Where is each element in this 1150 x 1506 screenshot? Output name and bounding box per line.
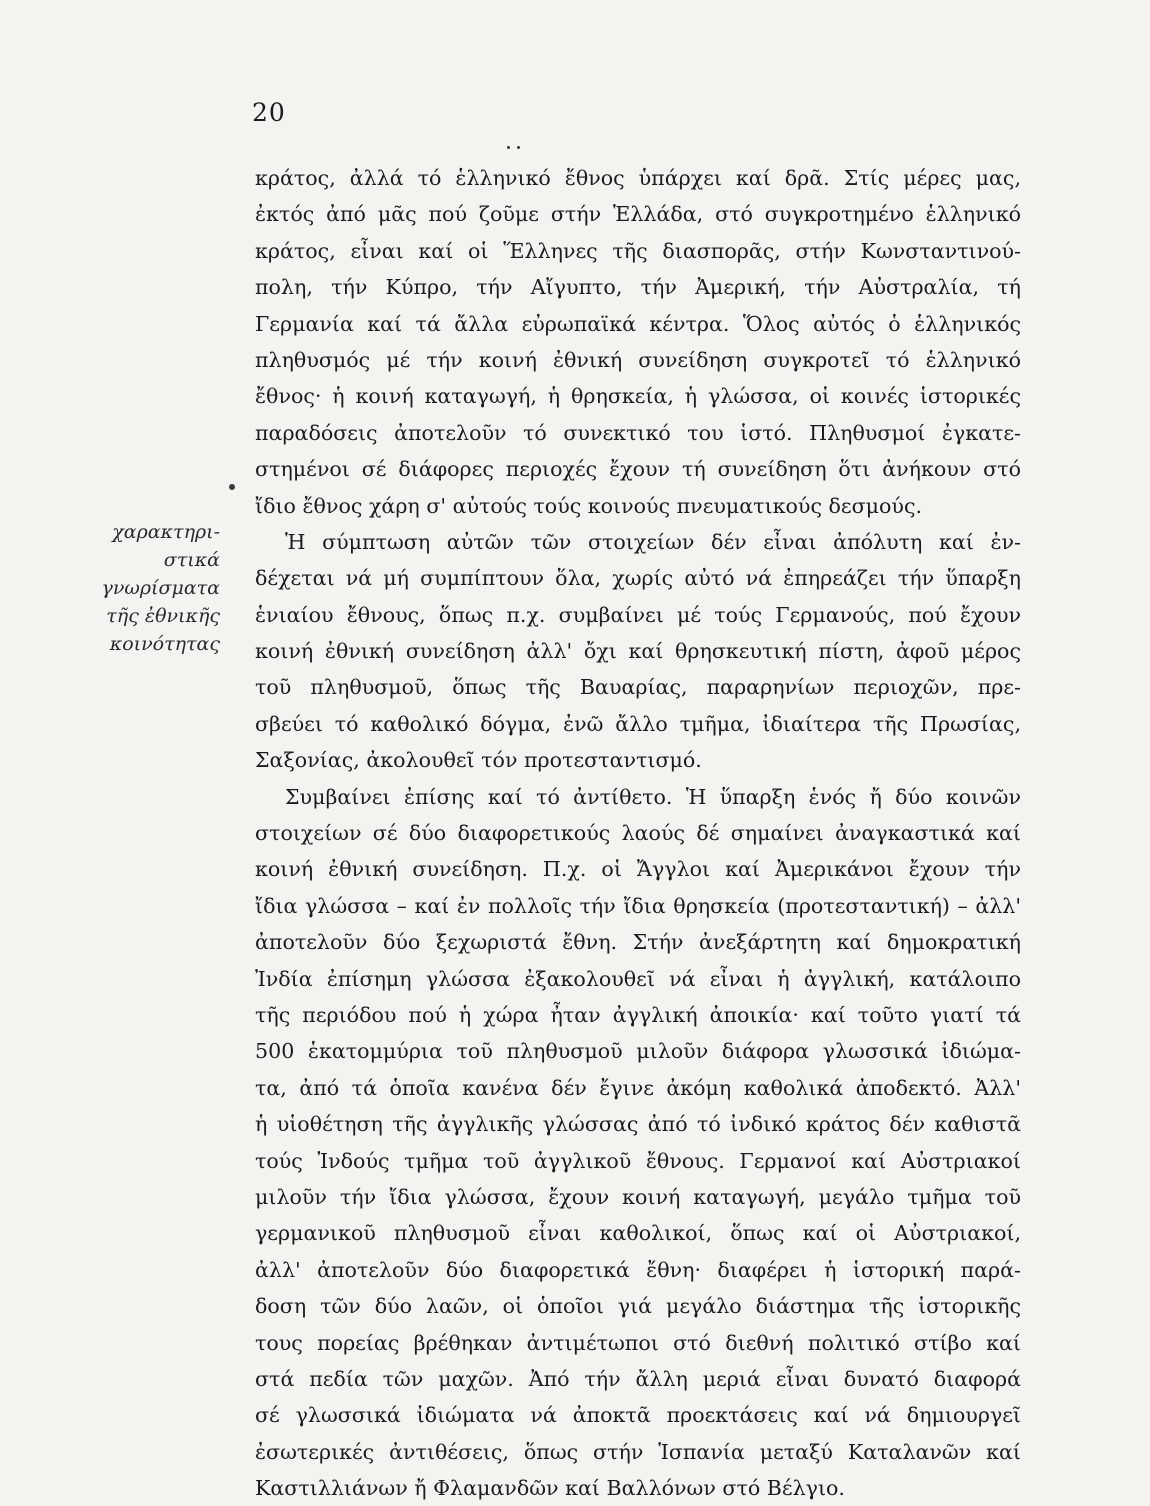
text-line: πληθυσμός μέ τήν κοινή ἐθνική συνείδηση συγκροτεῖ τό ἑλληνικό (255, 347, 1021, 372)
text-line: ἐκτός ἀπό μᾶς πού ζοῦμε στήν Ἑλλάδα, στό συγκροτημένο ἑλληνικό (255, 202, 1021, 227)
margin-note (80, 518, 220, 658)
text-line: γερμανικοῦ πληθυσμοῦ εἶναι καθολικοί, ὅπως καί οἱ Αὐστριακοί, (255, 1221, 1021, 1246)
text-line: τούς Ἰνδούς τμῆμα τοῦ ἀγγλικοῦ ἔθνους. Γερμανοί καί Αὐστριακοί (255, 1148, 1021, 1173)
text-line: ἔθνος· ἡ κοινή καταγωγή, ἡ θρησκεία, ἡ γλώσσα, οἱ κοινές ἱστορικές (255, 384, 1021, 409)
text-line: δοση τῶν δύο λαῶν, οἱ ὁποῖοι γιά μεγάλο διάστημα τῆς ἱστορικῆς (255, 1294, 1021, 1319)
text-line: κράτος, εἶναι καί οἱ Ἕλληνες τῆς διασπορᾶς, στήν Κωνσταντινού- (255, 238, 1021, 263)
text-line: κοινή ἐθνική συνείδηση ἀλλ' ὄχι καί θρησκευτική πίστη, ἀφοῦ μέρος (255, 639, 1021, 664)
margin-note-line: κοινότητας (109, 633, 220, 655)
text-line: Καστιλλιάνων ἤ Φλαμανδῶν καί Βαλλόνων στό Βέλγιο. (255, 1476, 845, 1501)
text-line: ἡ υἱοθέτηση τῆς ἀγγλικῆς γλώσσας ἀπό τό ἰνδικό κράτος δέν καθιστᾶ (255, 1112, 1021, 1137)
text-line: ἐσωτερικές ἀντιθέσεις, ὅπως στήν Ἱσπανία μεταξύ Καταλανῶν καί (255, 1439, 1021, 1464)
text-line: τους πορείας βρέθηκαν ἀντιμέτωποι στό διεθνή πολιτικό στίβο καί (255, 1330, 1021, 1355)
text-line: Ἰνδία ἐπίσημη γλώσσα ἐξακολουθεῖ νά εἶναι ἡ ἀγγλική, κατάλοιπο (255, 966, 1021, 991)
text-line: μιλοῦν τήν ἴδια γλώσσα, ἔχουν κοινή καταγωγή, μεγάλο τμῆμα τοῦ (255, 1184, 1021, 1209)
text-line: τα, ἀπό τά ὁποῖα κανένα δέν ἔγινε ἀκόμη καθολικά ἀποδεκτό. Ἀλλ' (255, 1075, 1021, 1100)
text-line: Συμβαίνει ἐπίσης καί τό ἀντίθετο. Ἡ ὕπαρξη ἑνός ἤ δύο κοινῶν (285, 784, 1021, 809)
page-number: 20 (252, 98, 286, 127)
print-speck (517, 146, 520, 149)
text-line: κράτος, ἀλλά τό ἑλληνικό ἔθνος ὑπάρχει καί δρᾶ. Στίς μέρες μας, (255, 166, 1021, 190)
text-line: στοιχείων σέ δύο διαφορετικούς λαούς δέ σημαίνει ἀναγκαστικά καί (255, 821, 1021, 846)
text-line: ἀλλ' ἀποτελοῦν δύο διαφορετικά ἔθνη· διαφέρει ἡ ἱστορική παρά- (255, 1257, 1021, 1282)
text-line: σβεύει τό καθολικό δόγμα, ἐνῶ ἄλλο τμῆμα, ἰδιαίτερα τῆς Πρωσίας, (255, 711, 1021, 736)
text-line: 500 ἑκατομμύρια τοῦ πληθυσμοῦ μιλοῦν διάφορα γλωσσικά ἰδιώμα- (255, 1039, 1021, 1064)
text-line: ἀποτελοῦν δύο ξεχωριστά ἔθνη. Στήν ἀνεξάρτητη καί δημοκρατική (255, 930, 1021, 955)
text-line: κοινή ἐθνική συνείδηση. Π.χ. οἱ Ἄγγλοι καί Ἀμερικάνοι ἔχουν τήν (255, 857, 1021, 882)
text-line: Ἡ σύμπτωση αὐτῶν τῶν στοιχείων δέν εἶναι ἀπόλυτη καί ἐν- (285, 529, 1021, 554)
text-line: τοῦ πληθυσμοῦ, ὅπως τῆς Βαυαρίας, παραρηνίων περιοχῶν, πρε- (255, 675, 1021, 700)
margin-note-line: χαρακτηρι- (112, 521, 220, 543)
print-speck (507, 146, 510, 149)
text-line: ἴδιο ἔθνος χάρη σ' αὐτούς τούς κοινούς πνευματικούς δεσμούς. (255, 493, 923, 518)
text-line: στημένοι σέ διάφορες περιοχές ἔχουν τή συνείδηση ὅτι ἀνήκουν στό (255, 457, 1021, 482)
margin-note-line: γνωρίσματα (101, 577, 220, 599)
text-line: ἑνιαίου ἔθνους, ὅπως π.χ. συμβαίνει μέ τούς Γερμανούς, πού ἔχουν (255, 602, 1021, 627)
text-line: Γερμανία καί τά ἄλλα εὐρωπαϊκά κέντρα. Ὅλος αὐτός ὁ ἑλληνικός (255, 311, 1021, 336)
text-line: σέ γλωσσικά ἰδιώματα νά ἀποκτᾶ προεκτάσεις καί νά δημιουργεῖ (255, 1403, 1021, 1428)
print-speck (229, 484, 235, 490)
margin-note-line: τῆς ἐθνικῆς (106, 605, 220, 627)
body-text (255, 160, 1021, 1506)
margin-note-line: στικά (163, 549, 220, 571)
text-line: παραδόσεις ἀποτελοῦν τό συνεκτικό του ἱστό. Πληθυσμοί ἐγκατε- (255, 420, 1021, 445)
text-line: δέχεται νά μή συμπίπτουν ὅλα, χωρίς αὐτό νά ἐπηρεάζει τήν ὕπαρξη (255, 566, 1021, 591)
text-line: τῆς περιόδου πού ἡ χώρα ἦταν ἀγγλική ἀποικία· καί τοῦτο γιατί τά (255, 1002, 1021, 1027)
text-line: στά πεδία τῶν μαχῶν. Ἀπό τήν ἄλλη μεριά εἶναι δυνατό διαφορά (255, 1366, 1021, 1391)
text-line: ἴδια γλώσσα – καί ἐν πολλοῖς τήν ἴδια θρησκεία (προτεσταντική) – ἀλλ' (255, 893, 1021, 918)
text-line: πολη, τήν Κύπρο, τήν Αἴγυπτο, τήν Ἀμερική, τήν Αὐστραλία, τή (255, 275, 1021, 300)
text-line: Σαξονίας, ἀκολουθεῖ τόν προτεσταντισμό. (255, 748, 702, 773)
